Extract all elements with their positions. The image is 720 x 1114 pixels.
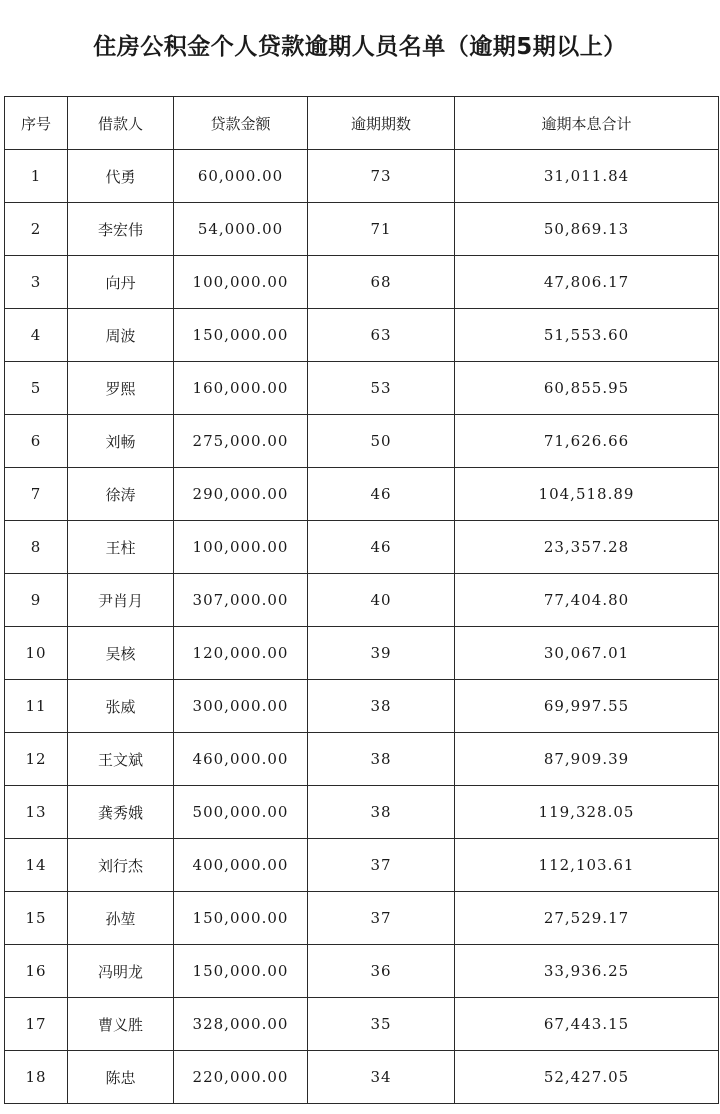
cell-borrower: 吴核: [68, 627, 174, 680]
cell-loan-amount: 500,000.00: [174, 786, 308, 839]
cell-borrower: 罗熙: [68, 362, 174, 415]
cell-borrower: 刘行杰: [68, 839, 174, 892]
cell-loan-amount: 150,000.00: [174, 945, 308, 998]
cell-borrower: 孙堃: [68, 892, 174, 945]
cell-borrower: 代勇: [68, 150, 174, 203]
header-row: [5, 97, 719, 150]
cell-overdue-total: 50,869.13: [455, 203, 719, 256]
cell-borrower: 张威: [68, 680, 174, 733]
cell-overdue-periods: 38: [308, 786, 455, 839]
cell-index: 3: [5, 256, 68, 309]
cell-index: 4: [5, 309, 68, 362]
cell-loan-amount: 160,000.00: [174, 362, 308, 415]
document-title: 住房公积金个人贷款逾期人员名单（逾期5期以上）: [93, 34, 627, 60]
cell-loan-amount: 328,000.00: [174, 998, 308, 1051]
table-header: [5, 97, 719, 150]
table-row: [5, 574, 719, 627]
cell-overdue-periods: 73: [308, 150, 455, 203]
cell-overdue-periods: 36: [308, 945, 455, 998]
table-row: [5, 892, 719, 945]
cell-overdue-total: 51,553.60: [455, 309, 719, 362]
cell-loan-amount: 100,000.00: [174, 521, 308, 574]
column-header-loan-amount: 贷款金额: [174, 97, 308, 150]
cell-loan-amount: 60,000.00: [174, 150, 308, 203]
table-row: [5, 256, 719, 309]
cell-loan-amount: 460,000.00: [174, 733, 308, 786]
cell-overdue-periods: 37: [308, 839, 455, 892]
cell-borrower: 李宏伟: [68, 203, 174, 256]
cell-overdue-periods: 63: [308, 309, 455, 362]
cell-overdue-total: 60,855.95: [455, 362, 719, 415]
cell-loan-amount: 307,000.00: [174, 574, 308, 627]
table-row: [5, 415, 719, 468]
cell-overdue-total: 87,909.39: [455, 733, 719, 786]
cell-index: 1: [5, 150, 68, 203]
cell-overdue-periods: 46: [308, 468, 455, 521]
table-row: [5, 680, 719, 733]
cell-index: 11: [5, 680, 68, 733]
cell-loan-amount: 150,000.00: [174, 892, 308, 945]
cell-overdue-periods: 35: [308, 998, 455, 1051]
cell-overdue-periods: 71: [308, 203, 455, 256]
cell-overdue-total: 77,404.80: [455, 574, 719, 627]
cell-index: 10: [5, 627, 68, 680]
table-row: [5, 998, 719, 1051]
cell-overdue-total: 30,067.01: [455, 627, 719, 680]
cell-borrower: 向丹: [68, 256, 174, 309]
table-row: [5, 521, 719, 574]
cell-borrower: 王文斌: [68, 733, 174, 786]
cell-loan-amount: 150,000.00: [174, 309, 308, 362]
cell-borrower: 王柱: [68, 521, 174, 574]
table-row: [5, 203, 719, 256]
table-row: [5, 733, 719, 786]
cell-overdue-periods: 50: [308, 415, 455, 468]
cell-index: 5: [5, 362, 68, 415]
cell-index: 2: [5, 203, 68, 256]
cell-loan-amount: 54,000.00: [174, 203, 308, 256]
cell-overdue-total: 71,626.66: [455, 415, 719, 468]
cell-index: 18: [5, 1051, 68, 1104]
cell-overdue-total: 119,328.05: [455, 786, 719, 839]
overdue-borrowers-table: [4, 96, 719, 1104]
cell-index: 15: [5, 892, 68, 945]
cell-index: 6: [5, 415, 68, 468]
cell-loan-amount: 100,000.00: [174, 256, 308, 309]
cell-overdue-periods: 68: [308, 256, 455, 309]
cell-index: 16: [5, 945, 68, 998]
cell-index: 9: [5, 574, 68, 627]
cell-index: 14: [5, 839, 68, 892]
cell-overdue-total: 31,011.84: [455, 150, 719, 203]
table-row: [5, 309, 719, 362]
cell-overdue-total: 67,443.15: [455, 998, 719, 1051]
cell-overdue-periods: 46: [308, 521, 455, 574]
cell-borrower: 曹义胜: [68, 998, 174, 1051]
cell-borrower: 刘畅: [68, 415, 174, 468]
cell-borrower: 龚秀娥: [68, 786, 174, 839]
cell-loan-amount: 120,000.00: [174, 627, 308, 680]
cell-borrower: 尹肖月: [68, 574, 174, 627]
cell-overdue-periods: 53: [308, 362, 455, 415]
cell-index: 17: [5, 998, 68, 1051]
cell-loan-amount: 290,000.00: [174, 468, 308, 521]
cell-overdue-periods: 39: [308, 627, 455, 680]
cell-loan-amount: 400,000.00: [174, 839, 308, 892]
table-body: [5, 150, 719, 1104]
cell-overdue-total: 112,103.61: [455, 839, 719, 892]
column-header-index: 序号: [5, 97, 68, 150]
cell-loan-amount: 220,000.00: [174, 1051, 308, 1104]
cell-overdue-periods: 38: [308, 733, 455, 786]
table-row: [5, 150, 719, 203]
column-header-overdue-periods: 逾期期数: [308, 97, 455, 150]
table-row: [5, 839, 719, 892]
table-row: [5, 468, 719, 521]
table-row: [5, 945, 719, 998]
cell-overdue-total: 52,427.05: [455, 1051, 719, 1104]
cell-overdue-total: 27,529.17: [455, 892, 719, 945]
table-row: [5, 786, 719, 839]
cell-overdue-periods: 34: [308, 1051, 455, 1104]
cell-overdue-periods: 38: [308, 680, 455, 733]
cell-overdue-total: 104,518.89: [455, 468, 719, 521]
cell-index: 12: [5, 733, 68, 786]
cell-overdue-total: 33,936.25: [455, 945, 719, 998]
cell-loan-amount: 300,000.00: [174, 680, 308, 733]
cell-borrower: 陈忠: [68, 1051, 174, 1104]
cell-overdue-periods: 37: [308, 892, 455, 945]
cell-borrower: 徐涛: [68, 468, 174, 521]
table-row: [5, 362, 719, 415]
column-header-overdue-total: 逾期本息合计: [455, 97, 719, 150]
cell-borrower: 冯明龙: [68, 945, 174, 998]
cell-index: 13: [5, 786, 68, 839]
table-row: [5, 1051, 719, 1104]
cell-overdue-total: 23,357.28: [455, 521, 719, 574]
cell-overdue-periods: 40: [308, 574, 455, 627]
column-header-borrower: 借款人: [68, 97, 174, 150]
cell-overdue-total: 47,806.17: [455, 256, 719, 309]
cell-overdue-total: 69,997.55: [455, 680, 719, 733]
cell-loan-amount: 275,000.00: [174, 415, 308, 468]
cell-borrower: 周波: [68, 309, 174, 362]
cell-index: 8: [5, 521, 68, 574]
cell-index: 7: [5, 468, 68, 521]
table-row: [5, 627, 719, 680]
